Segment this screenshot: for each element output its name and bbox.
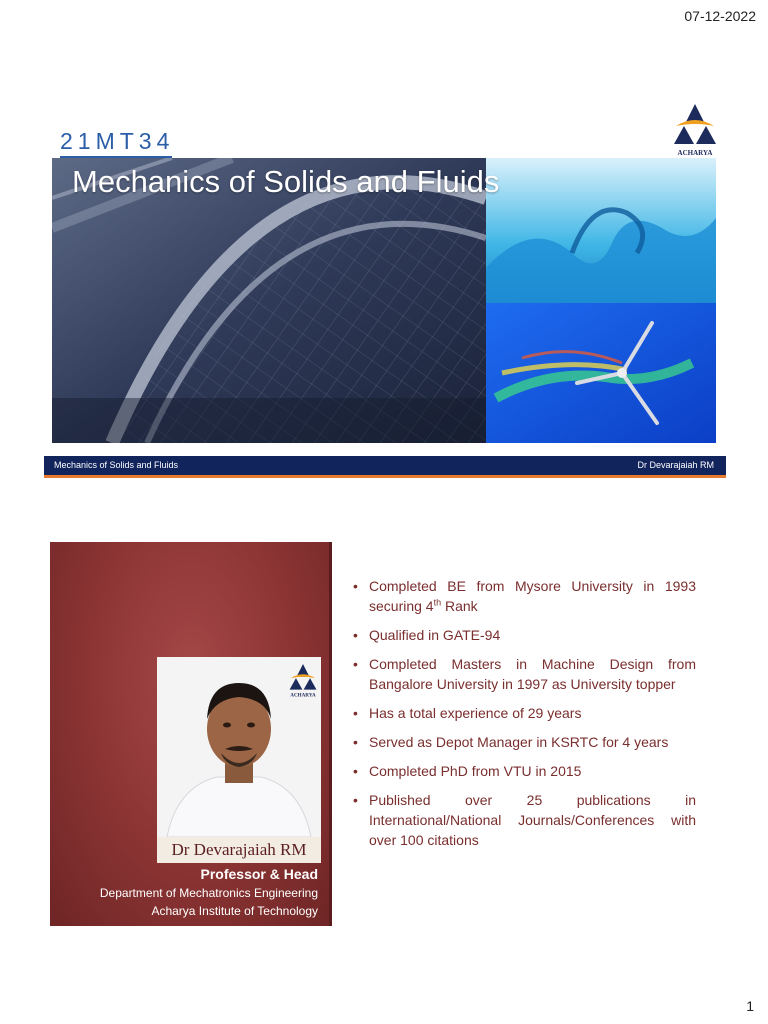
bullet-item: • Completed Masters in Machine Design from Bangalore University in 1997 as University topper [350, 654, 696, 694]
profile-bullet-list [350, 576, 696, 859]
slide-footer-bar [44, 456, 726, 475]
title-banner [52, 158, 716, 443]
profile-role: Professor & Head [200, 866, 318, 882]
footer-accent-line [44, 475, 726, 478]
acharya-logo [670, 100, 720, 158]
footer-author: Dr Devarajaiah RM [637, 460, 714, 470]
date-stamp: 07-12-2022 [684, 8, 756, 24]
panel-edge [329, 542, 332, 926]
page-number: 1 [746, 998, 754, 1014]
profile-name: Dr Devarajaiah RM [157, 837, 321, 863]
profile-institute: Acharya Institute of Technology [151, 904, 318, 918]
acharya-logo-small [287, 661, 319, 699]
bullet-item: • Has a total experience of 29 years [350, 703, 696, 723]
profile-photo [157, 657, 321, 837]
banner-image [52, 158, 716, 443]
bullet-item: • Completed PhD from VTU in 2015 [350, 761, 696, 781]
slide-title: Mechanics of Solids and Fluids [72, 164, 500, 199]
course-code: 21MT34 [60, 128, 175, 154]
bullet-item: • Qualified in GATE-94 [350, 625, 696, 645]
bullet-item: • Served as Depot Manager in KSRTC for 4 years [350, 732, 696, 752]
bullet-item: • Published over 25 publications in International/National Journals/Conferences with over 100 citations [350, 790, 696, 850]
footer-course-title: Mechanics of Solids and Fluids [54, 460, 179, 470]
logo-text: ACHARYA [290, 692, 316, 699]
profile-department: Department of Mechatronics Engineering [99, 886, 318, 900]
logo-text: ACHARYA [677, 149, 713, 157]
bullet-item: • Completed BE from Mysore University in 1993 securing 4th Rank [350, 576, 696, 616]
